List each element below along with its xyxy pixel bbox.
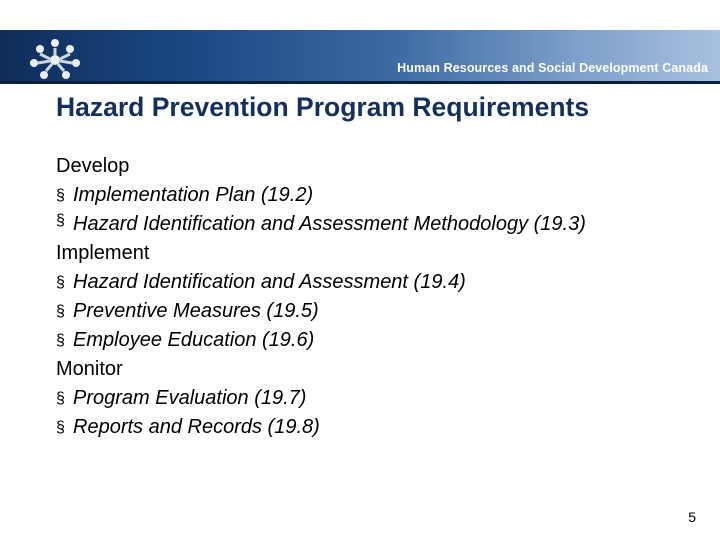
bullet-icon: § [56, 303, 65, 320]
list-item-text: Program Evaluation (19.7) [73, 387, 307, 409]
list-item-text: Hazard Identification and Assessment Methodology (19.3) [73, 213, 586, 235]
list-item [56, 268, 696, 297]
section-heading-monitor: Monitor [56, 358, 123, 380]
list-item-text: Preventive Measures (19.5) [73, 300, 319, 322]
bullet-icon: § [56, 274, 65, 291]
slide-title: Hazard Prevention Program Requirements [56, 92, 590, 122]
bullet-icon: § [56, 419, 65, 436]
list-item [56, 384, 696, 413]
bullet-icon: § [56, 332, 65, 349]
bullet-icon: § [56, 390, 65, 407]
list-item-text: Implementation Plan (19.2) [73, 184, 314, 206]
section-heading-develop: Develop [56, 155, 130, 177]
bullet-icon: § [56, 187, 65, 204]
bullet-icon: § [56, 212, 65, 229]
page-number: 5 [688, 509, 696, 525]
list-item [56, 326, 696, 355]
list-item [56, 181, 696, 210]
list-item [56, 210, 696, 239]
list-item-text: Employee Education (19.6) [73, 329, 315, 351]
section-heading-implement: Implement [56, 242, 150, 264]
slide-body [56, 152, 696, 442]
list-item [56, 413, 696, 442]
list-item [56, 297, 696, 326]
organization-name: Human Resources and Social Development Canada [397, 61, 708, 75]
header-divider [0, 81, 720, 84]
list-item-text: Reports and Records (19.8) [73, 416, 320, 438]
list-item-text: Hazard Identification and Assessment (19.4) [73, 271, 466, 293]
people-circle-logo-icon [18, 33, 92, 83]
